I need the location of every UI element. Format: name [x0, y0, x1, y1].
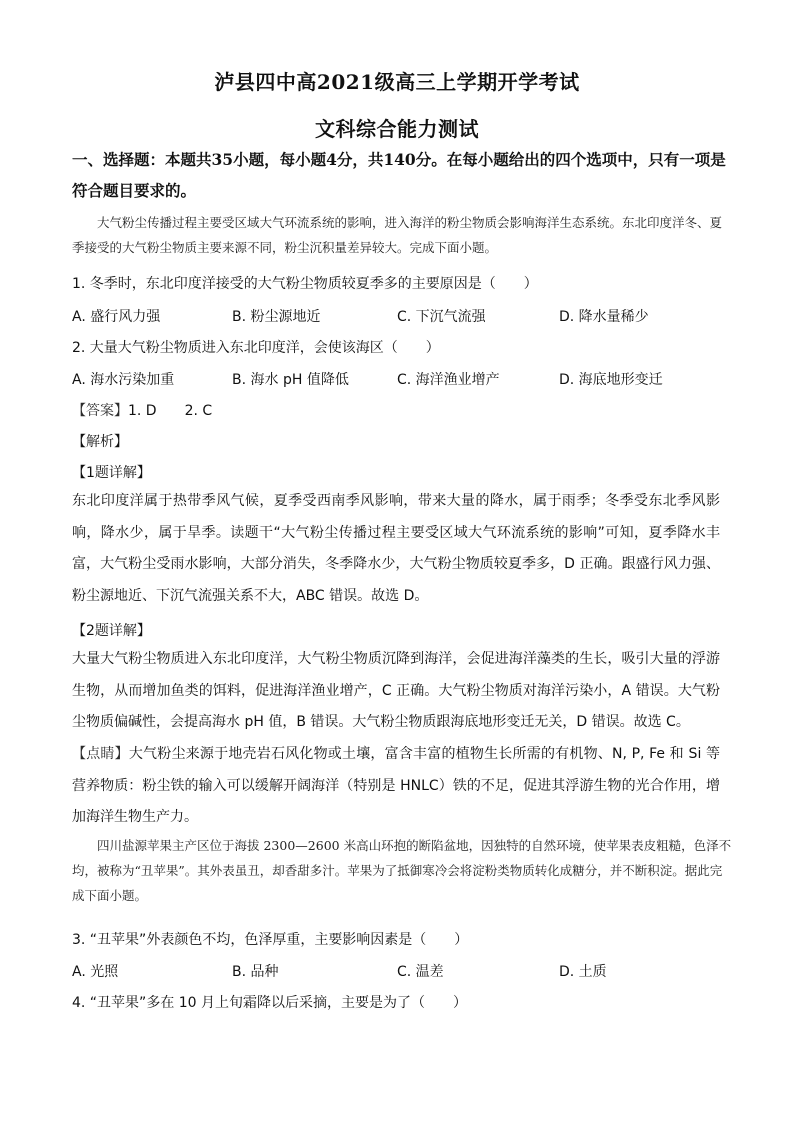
answer-line	[72, 400, 212, 420]
q1-option-b: B. 粉尘源地近	[232, 309, 321, 325]
q2-option-d: D. 海底地形变迁	[559, 372, 663, 388]
material-passage-1	[72, 210, 732, 260]
question-2-options	[72, 369, 732, 393]
tip-text: 大气粉尘来源于地壳岩石风化物或土壤，富含丰富的植物生长所需的有机物、N, P, Fe 和 Si 等营养物质：粉尘铁的输入可以缓解开阔海洋（特别是 HNLC）铁的不足，促进其浮游生物的光合作用，增加海洋生物生产力。	[72, 746, 720, 825]
q1-option-c: C. 下沉气流强	[397, 309, 486, 325]
tip-block	[72, 739, 720, 834]
answer-label: 【答案】	[72, 403, 128, 419]
question-3-stem: 3. “丑苹果”外表颜色不均，色泽厚重，主要影响因素是（ ）	[72, 932, 469, 948]
detail-2-label: 【2题详解】	[72, 623, 151, 639]
q3-option-d: D. 土质	[559, 964, 607, 980]
tip-label: 【点睛】	[72, 746, 129, 762]
q2-option-c: C. 海洋渔业增产	[397, 372, 500, 388]
question-1-stem: 1. 冬季时，东北印度洋接受的大气粉尘物质较夏季多的主要原因是（ ）	[72, 276, 538, 292]
section-heading: 一、选择题：本题共35小题，每小题4分，共140分。在每小题给出的四个选项中，只有一项是符合题目要求的。	[72, 150, 726, 200]
q1-option-d: D. 降水量稀少	[559, 309, 649, 325]
material-2-text: 四川盐源苹果主产区位于海拔 2300—2600 米高山环抱的断陷盆地，因独特的自然环境，使苹果表皮粗糙，色泽不均，被称为“丑苹果”。其外表虽丑，却香甜多汁。苹果为了抵御寒冷会将淀粉类物质转化成糖分，并不断积淀。据此完成下面小题。	[72, 838, 732, 903]
analysis-label: 【解析】	[72, 434, 128, 450]
q3-option-b: B. 品种	[232, 964, 279, 980]
page-subtitle: 文科综合能力测试	[315, 117, 479, 141]
question-4-stem: 4. “丑苹果”多在 10 月上旬霜降以后采摘，主要是为了（ ）	[72, 995, 468, 1011]
material-passage-2	[72, 833, 732, 908]
q2-option-a: A. 海水污染加重	[72, 372, 175, 388]
detail-1-text: 东北印度洋属于热带季风气候，夏季受西南季风影响，带来大量的降水，属于雨季；冬季受东北季风影响，降水少，属于旱季。读题干“大气粉尘传播过程主要受区域大气环流系统的影响”可知，夏季降水丰富，大气粉尘受雨水影响，大部分消失，冬季降水少，大气粉尘物质较夏季多，D 正确。跟盛行风力强、粉尘源地近、下沉气流强关系不大，ABC 错误。故选 D。	[72, 493, 720, 604]
question-3-options	[72, 961, 732, 985]
detail-2-text: 大量大气粉尘物质进入东北印度洋，大气粉尘物质沉降到海洋，会促进海洋藻类的生长，吸引大量的浮游生物，从而增加鱼类的饵料，促进海洋渔业增产，C 正确。大气粉尘物质对海洋污染小，A 错误。大气粉尘物质偏碱性，会提高海水 pH 值，B 错误。大气粉尘物质跟海底地形变迁无关，D 错误。故选 C。	[72, 651, 720, 730]
q2-option-b: B. 海水 pH 值降低	[232, 372, 349, 388]
question-1-options	[72, 306, 732, 330]
q3-option-c: C. 温差	[397, 964, 444, 980]
material-1-text: 大气粉尘传播过程主要受区域大气环流系统的影响，进入海洋的粉尘物质会影响海洋生态系统。东北印度洋冬、夏季接受的大气粉尘物质主要来源不同，粉尘沉积量差异较大。完成下面小题。	[72, 215, 723, 255]
detail-1-label: 【1题详解】	[72, 465, 151, 481]
question-2-stem: 2. 大量大气粉尘物质进入东北印度洋，会使该海区（ ）	[72, 340, 440, 356]
q1-option-a: A. 盛行风力强	[72, 309, 161, 325]
page-title: 泸县四中高2021级高三上学期开学考试	[214, 70, 580, 94]
answer-text: 1. D 2. C	[128, 403, 213, 419]
q3-option-a: A. 光照	[72, 964, 119, 980]
